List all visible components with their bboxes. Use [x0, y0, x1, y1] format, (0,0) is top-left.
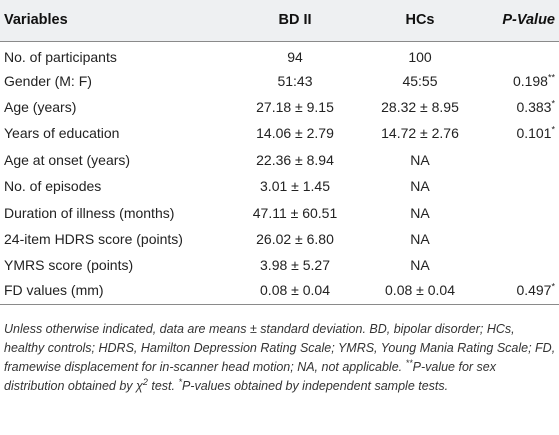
- table-footnotes: [4, 320, 556, 396]
- cell-bd-ii: 94: [287, 49, 303, 66]
- table-row: [0, 173, 559, 199]
- footnote-chi-text: P-value for sex distribution obtained by χ: [4, 360, 496, 393]
- cell-hcs: 28.32 ± 8.95: [381, 98, 459, 115]
- cell-variable: 24-item HDRS score (points): [4, 230, 183, 247]
- cell-p-value: [480, 279, 559, 305]
- footnote-main: Unless otherwise indicated, data are means ± standard deviation. BD, bipolar disorder; HCs, healthy controls; HDRS, Hamilton Depression Rating Scale; YMRS, Young Mania Rating Scale; FD, framewise displacement for in-scanner head motion; NA, not applicable.: [4, 322, 556, 374]
- cell-bd-ii: 14.06 ± 2.79: [256, 125, 334, 142]
- p-value-marker: *: [551, 281, 555, 292]
- cell-bd-ii: 27.18 ± 9.15: [256, 98, 334, 115]
- header-p-value-text: P-Value: [502, 12, 555, 29]
- footnote-chi-marker: **: [405, 357, 413, 368]
- table-row: [0, 67, 559, 93]
- p-value-marker: *: [551, 124, 555, 135]
- table-row: [0, 120, 559, 146]
- table-row: [0, 252, 559, 278]
- p-value-number: 0.198: [512, 72, 548, 89]
- cell-hcs: 14.72 ± 2.76: [381, 125, 459, 142]
- cell-bd-ii: 0.08 ± 0.04: [230, 279, 360, 305]
- cell-bd-ii: 51:43: [277, 72, 313, 89]
- cell-hcs: 0.08 ± 0.04: [360, 279, 480, 305]
- cell-bd-ii: 22.36 ± 8.94: [256, 151, 334, 168]
- header-variables: Variables: [0, 0, 230, 41]
- cell-hcs: NA: [410, 230, 430, 247]
- cell-p-value: [480, 226, 559, 252]
- cell-variable: Age (years): [4, 98, 77, 115]
- cell-variable: Age at onset (years): [4, 151, 131, 168]
- cell-p-value: [480, 173, 559, 199]
- header-hcs: HCs: [360, 0, 480, 41]
- p-value-number: 0.383: [516, 98, 552, 115]
- cell-bd-ii: 47.11 ± 60.51: [252, 204, 338, 221]
- cell-bd-ii: 3.01 ± 1.45: [260, 178, 330, 195]
- cell-p-value: [480, 252, 559, 278]
- cell-hcs: NA: [410, 178, 430, 195]
- cell-p-value: [480, 199, 559, 225]
- header-p-value: [480, 0, 559, 41]
- footnote-t-marker: *: [178, 376, 182, 387]
- table-row: [0, 41, 559, 67]
- cell-variable: Years of education: [4, 125, 120, 142]
- cell-p-value: [480, 67, 559, 93]
- table-row: [0, 226, 559, 252]
- table-row: [0, 279, 559, 305]
- table-header-row: [0, 0, 559, 41]
- cell-hcs: 100: [408, 49, 432, 66]
- footnote-chi-sup: 2: [142, 376, 148, 387]
- table-row: [0, 199, 559, 225]
- cell-p-value: [480, 120, 559, 146]
- cell-variable: No. of participants: [4, 49, 117, 66]
- cell-hcs: NA: [410, 204, 430, 221]
- cell-p-value: [480, 94, 559, 120]
- footnote-t-text: P-values obtained by independent sample tests.: [181, 379, 449, 393]
- p-value-marker: **: [547, 71, 555, 82]
- cell-variable: FD values (mm): [0, 279, 230, 305]
- table-row: [0, 94, 559, 120]
- cell-variable: YMRS score (points): [4, 257, 134, 274]
- cell-hcs: NA: [410, 151, 430, 168]
- cell-variable: No. of episodes: [4, 178, 102, 195]
- p-value-number: 0.497: [516, 281, 552, 298]
- cell-bd-ii: 26.02 ± 6.80: [256, 230, 334, 247]
- cell-variable: Duration of illness (months): [4, 204, 175, 221]
- table-row: [0, 147, 559, 173]
- table-body: [0, 41, 559, 305]
- p-value-marker: *: [551, 98, 555, 109]
- footnote-chi-tail: test.: [147, 379, 179, 393]
- cell-hcs: 45:55: [402, 72, 438, 89]
- p-value-number: 0.101: [516, 125, 552, 142]
- cell-p-value: [480, 41, 559, 67]
- cell-hcs: NA: [410, 257, 430, 274]
- header-bd-ii: BD II: [230, 0, 360, 41]
- cell-variable: Gender (M: F): [4, 72, 92, 89]
- cell-p-value: [480, 147, 559, 173]
- cell-bd-ii: 3.98 ± 5.27: [260, 257, 330, 274]
